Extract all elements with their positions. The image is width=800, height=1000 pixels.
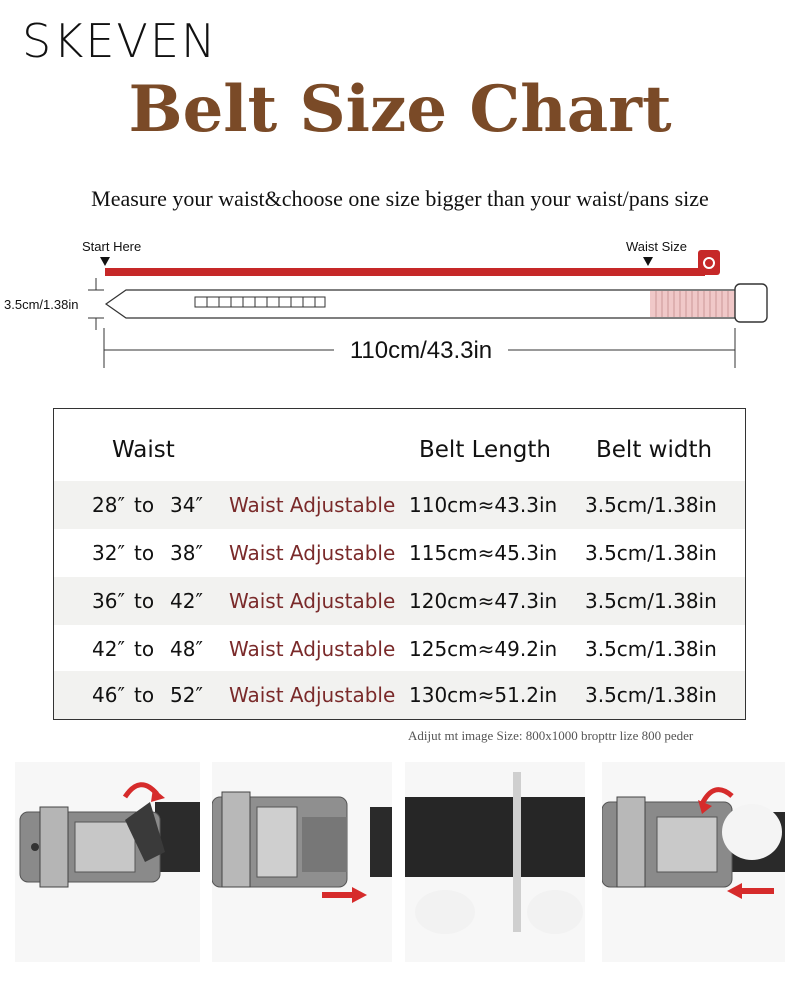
belt-width-cell: 3.5cm/1.38in	[585, 683, 717, 707]
waist-to-word: to	[134, 589, 155, 613]
waist-from: 36″	[92, 589, 125, 613]
start-marker-icon	[100, 257, 110, 266]
belt-length-cell: 125cm≈49.2in	[409, 637, 558, 661]
table-row	[54, 529, 745, 577]
waist-to-word: to	[134, 683, 155, 707]
photo-open-buckle	[15, 762, 200, 962]
belt-width-cell: 3.5cm/1.38in	[585, 493, 717, 517]
belt-length-cell: 110cm≈43.3in	[409, 493, 558, 517]
photo-close-buckle	[602, 762, 785, 962]
belt-strap-outline	[106, 290, 735, 318]
page-subtitle: Measure your waist&choose one size bigger than your waist/pans size	[91, 186, 709, 211]
belt-width-cell: 3.5cm/1.38in	[585, 541, 717, 565]
measure-strap	[105, 268, 705, 276]
header-belt-width: Belt width	[596, 437, 713, 463]
table-row	[54, 625, 745, 673]
brand-logo: SKEVEN	[22, 14, 218, 68]
waist-from: 42″	[92, 637, 125, 661]
waist-adjustable: Waist Adjustable	[229, 589, 396, 613]
strap-buckle-icon	[698, 250, 720, 275]
waist-marker-icon	[643, 257, 653, 266]
waist-to: 52″	[170, 683, 203, 707]
usage-photos	[0, 762, 800, 1000]
red-arrow-icon	[151, 788, 165, 802]
start-here-label: Start Here	[82, 239, 142, 254]
waist-to-word: to	[134, 493, 155, 517]
header-belt-length: Belt Length	[419, 437, 551, 463]
size-table	[53, 408, 746, 720]
waist-from: 32″	[92, 541, 125, 565]
belt-diagram	[0, 230, 800, 380]
waist-adjustable: Waist Adjustable	[229, 541, 396, 565]
waist-to: 42″	[170, 589, 203, 613]
table-row	[54, 577, 745, 625]
photo-cut-strap	[405, 762, 585, 962]
waist-from: 28″	[92, 493, 125, 517]
photo-insert-strap	[212, 762, 392, 962]
table-row	[54, 671, 745, 719]
waist-size-label: Waist Size	[626, 239, 687, 254]
belt-length-cell: 120cm≈47.3in	[409, 589, 558, 613]
table-header	[54, 409, 745, 481]
belt-length-label: 110cm/43.3in	[349, 337, 493, 364]
waist-adjustable: Waist Adjustable	[229, 683, 396, 707]
waist-to: 38″	[170, 541, 203, 565]
belt-length-cell: 115cm≈45.3in	[409, 541, 558, 565]
belt-width-cell: 3.5cm/1.38in	[585, 589, 717, 613]
belt-length-cell: 130cm≈51.2in	[409, 683, 558, 707]
belt-width-cell: 3.5cm/1.38in	[585, 637, 717, 661]
page-title: Belt Size Chart	[128, 72, 672, 147]
waist-adjustable: Waist Adjustable	[229, 637, 396, 661]
waist-to-word: to	[134, 637, 155, 661]
table-row	[54, 481, 745, 529]
waist-from: 46″	[92, 683, 125, 707]
header-waist: Waist	[112, 437, 175, 463]
belt-buckle-icon	[735, 284, 767, 322]
image-size-note: Adijut mt image Size: 800x1000 bropttr lize 800 peder	[408, 728, 694, 743]
waist-to: 34″	[170, 493, 203, 517]
red-arrow-icon	[352, 887, 367, 903]
waist-to: 48″	[170, 637, 203, 661]
belt-width-label: 3.5cm/1.38in	[4, 297, 79, 312]
waist-adjustable: Waist Adjustable	[229, 493, 396, 517]
waist-to-word: to	[134, 541, 155, 565]
